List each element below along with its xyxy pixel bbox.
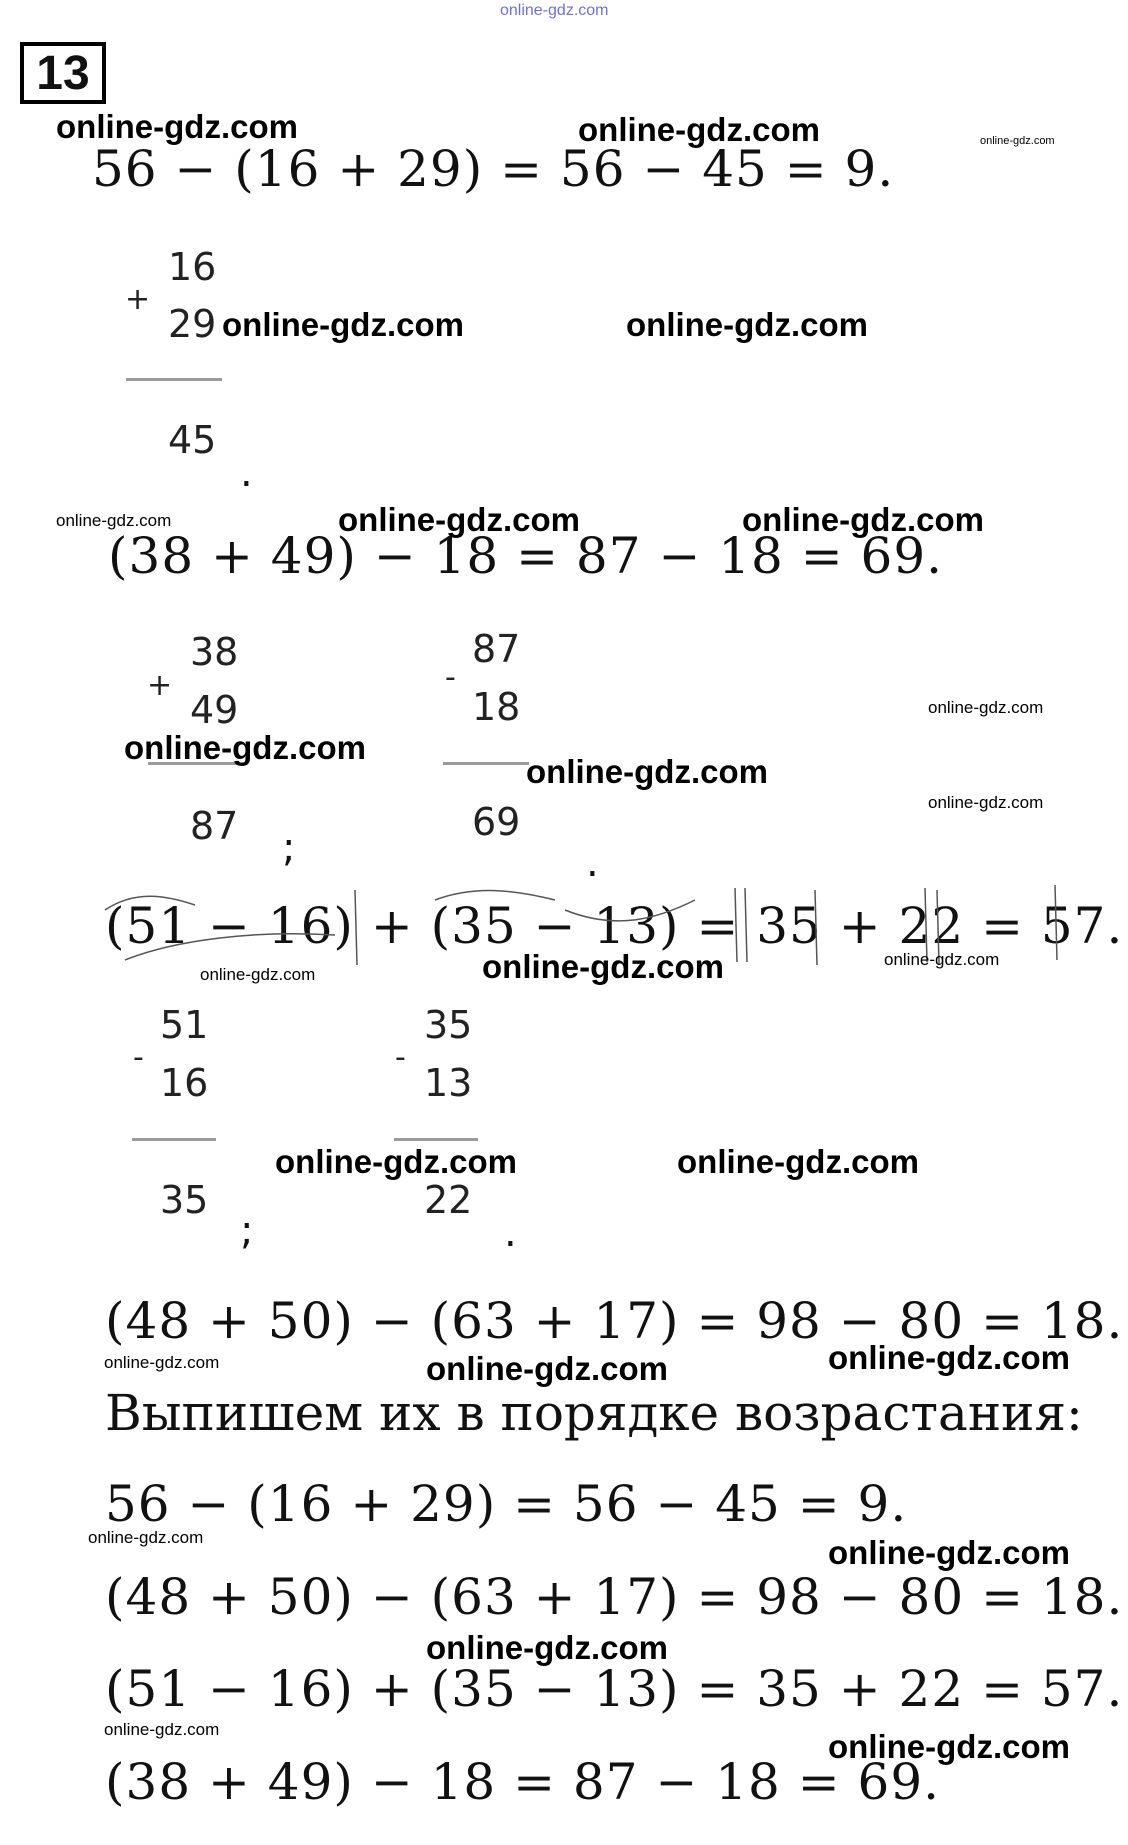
column-2-top: 38	[190, 630, 239, 674]
watermark: online-gdz.com	[742, 501, 984, 538]
watermark: online-gdz.com	[828, 1339, 1070, 1376]
task-number: 13	[36, 46, 90, 100]
column-5-line	[394, 1138, 478, 1141]
watermark: online-gdz.com	[222, 306, 464, 343]
watermark: online-gdz.com	[482, 948, 724, 985]
column-2-result: 87	[190, 804, 239, 848]
ordered-expression-1: 56 − (16 + 29) = 56 − 45 = 9.	[105, 1475, 908, 1533]
column-5-operator: -	[395, 1040, 406, 1075]
column-3-result: 69	[472, 800, 521, 844]
column-1-result: 45	[168, 418, 217, 462]
column-5-result: 22	[424, 1178, 473, 1222]
watermark: online-gdz.com	[677, 1143, 919, 1180]
watermark: online-gdz.com	[104, 1720, 220, 1739]
column-3-end: .	[586, 840, 599, 886]
column-1-line	[126, 378, 222, 381]
watermark: online-gdz.com	[56, 511, 172, 530]
column-5-top: 35	[424, 1003, 473, 1047]
watermark: online-gdz.com	[426, 1350, 668, 1387]
column-3-line	[443, 762, 529, 765]
expression-1: 56 − (16 + 29) = 56 − 45 = 9.	[92, 140, 895, 198]
watermark: online-gdz.com	[578, 111, 820, 148]
watermark: online-gdz.com	[526, 753, 768, 790]
watermark: online-gdz.com	[626, 306, 868, 343]
column-2-bottom: 49	[190, 688, 239, 732]
ordered-expression-2: (48 + 50) − (63 + 17) = 98 − 80 = 18.	[105, 1568, 1124, 1626]
watermark: online-gdz.com	[828, 1728, 1070, 1765]
ordered-expression-4: (38 + 49) − 18 = 87 − 18 = 69.	[105, 1753, 941, 1811]
column-3-top: 87	[472, 627, 521, 671]
watermark: online-gdz.com	[928, 793, 1044, 812]
column-4-line	[132, 1138, 216, 1141]
order-heading: Выпишем их в порядке возрастания:	[105, 1384, 1083, 1442]
expression-4: (48 + 50) − (63 + 17) = 98 − 80 = 18.	[105, 1292, 1124, 1350]
column-5-bottom: 13	[424, 1061, 473, 1105]
watermark: online-gdz.com	[104, 1353, 220, 1372]
column-4-bottom: 16	[160, 1061, 209, 1105]
column-4-top: 51	[160, 1003, 209, 1047]
watermark: online-gdz.com	[980, 135, 1055, 147]
watermark: online-gdz.com	[275, 1143, 517, 1180]
column-2-operator: +	[147, 668, 173, 703]
watermark: online-gdz.com	[884, 950, 1000, 969]
watermark: online-gdz.com	[928, 698, 1044, 717]
task-number-box	[20, 42, 106, 104]
column-3-bottom: 18	[472, 685, 521, 729]
top-watermark: online-gdz.com	[500, 2, 609, 19]
column-1-bottom: 29	[168, 302, 217, 346]
watermark: online-gdz.com	[56, 108, 298, 145]
watermark: online-gdz.com	[88, 1528, 204, 1547]
column-5-end: .	[504, 1210, 517, 1256]
watermark: online-gdz.com	[426, 1629, 668, 1666]
column-4-end: ;	[240, 1208, 254, 1254]
column-1-operator: +	[125, 282, 151, 317]
watermark: online-gdz.com	[828, 1534, 1070, 1571]
column-2-end: ;	[282, 825, 296, 871]
column-4-result: 35	[160, 1178, 209, 1222]
watermark: online-gdz.com	[200, 965, 316, 984]
column-1-top: 16	[168, 245, 217, 289]
expression-3: (51 − 16) + (35 − 13) = 35 + 22 = 57.	[105, 897, 1124, 955]
column-3-operator: -	[445, 660, 456, 695]
column-4-operator: -	[133, 1040, 144, 1075]
expression-2: (38 + 49) − 18 = 87 − 18 = 69.	[108, 527, 944, 585]
watermark: online-gdz.com	[124, 729, 366, 766]
column-1-end: .	[240, 450, 253, 496]
watermark: online-gdz.com	[338, 501, 580, 538]
ordered-expression-3: (51 − 16) + (35 − 13) = 35 + 22 = 57.	[105, 1660, 1124, 1718]
